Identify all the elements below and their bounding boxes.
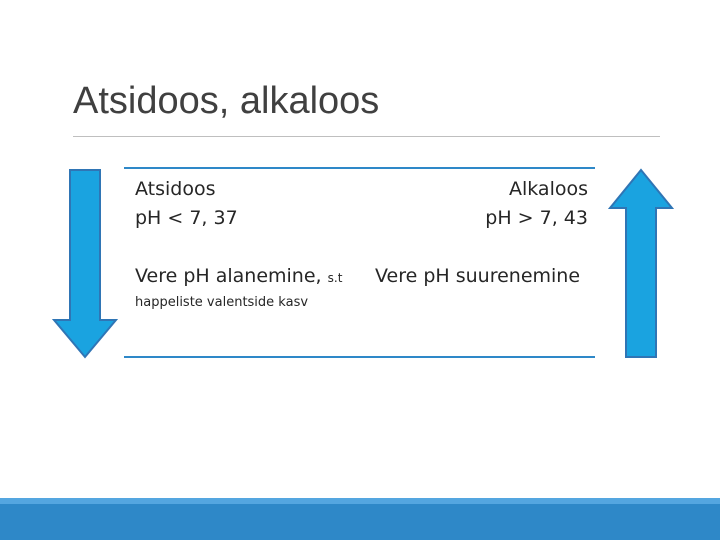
acidosis-effect — [135, 265, 342, 287]
table-bottom-border — [124, 356, 595, 358]
footer-highlight — [0, 498, 720, 504]
acidosis-effect-detail: happeliste valentside kasv — [135, 295, 309, 310]
acidosis-effect-small: s.t — [327, 271, 343, 285]
table-top-border — [124, 167, 595, 169]
arrow-down-icon — [52, 168, 118, 360]
alkalosis-heading: Alkaloos — [508, 178, 588, 200]
alkalosis-ph: pH > 7, 43 — [485, 207, 588, 229]
footer-bar — [0, 498, 720, 540]
alkalosis-effect: Vere pH suurenemine — [375, 265, 581, 287]
acidosis-heading: Atsidoos — [135, 178, 216, 200]
acidosis-effect-main: Vere pH alanemine, — [135, 265, 328, 287]
slide-title: Atsidoos, alkaloos — [73, 80, 380, 122]
acidosis-ph: pH < 7, 37 — [135, 207, 238, 229]
title-divider — [73, 136, 660, 137]
arrow-up-icon — [608, 168, 674, 360]
